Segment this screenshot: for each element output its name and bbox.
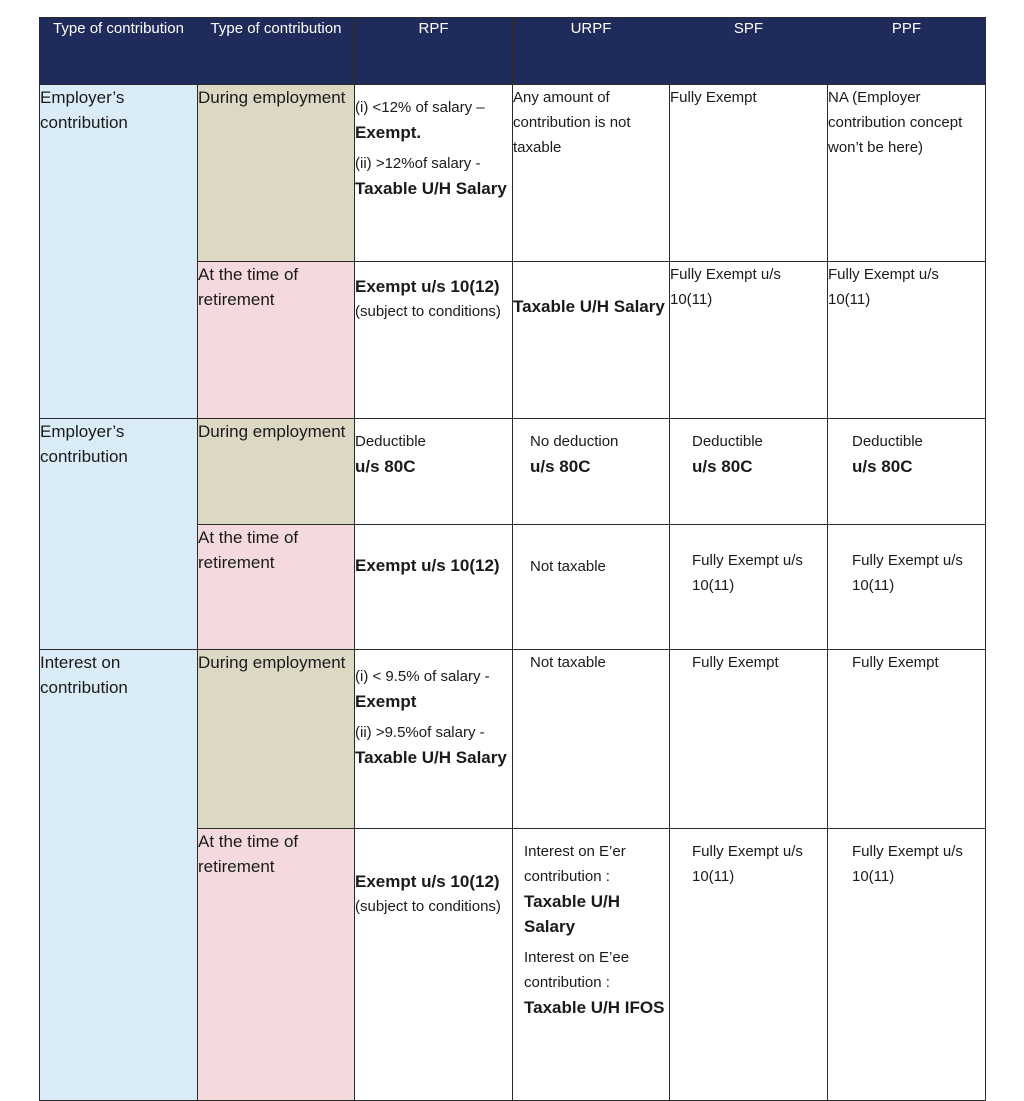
cell-ppf: NA (Employer contribution concept won’t be here) <box>828 85 986 262</box>
header-ppf: PPF <box>828 18 986 85</box>
cell-text: (ii) >12%of salary - <box>355 155 481 172</box>
cell-bold: u/s 80C <box>692 457 753 476</box>
cell-text: Deductible <box>355 433 426 450</box>
cell-urpf: Not taxable <box>513 650 670 829</box>
cell-urpf: Any amount of contribution is not taxable <box>513 85 670 262</box>
cell-rpf <box>355 829 513 1101</box>
table-row <box>40 419 986 525</box>
cell-bold: Taxable U/H Salary <box>355 748 507 767</box>
header-rpf: RPF <box>355 18 513 85</box>
cell-bold: Exempt u/s 10(12) <box>355 277 500 296</box>
cell-ppf <box>828 419 986 525</box>
cell-text: (ii) >9.5%of salary - <box>355 724 485 741</box>
cell-spf: Fully Exempt u/s 10(11) <box>670 262 828 419</box>
cell-rpf <box>355 85 513 262</box>
cell-text: (i) < 9.5% of salary - <box>355 668 490 685</box>
header-spf: SPF <box>670 18 828 85</box>
cell-rpf <box>355 650 513 829</box>
cell-rpf <box>355 419 513 525</box>
header-urpf: URPF <box>513 18 670 85</box>
cell-rpf <box>355 525 513 650</box>
cell-bold: Exempt u/s 10(12) <box>355 556 500 575</box>
cell-ppf: Fully Exempt u/s 10(11) <box>828 525 986 650</box>
cell-bold: Taxable U/H Salary <box>355 179 507 198</box>
cell-bold: Taxable U/H Salary <box>513 297 665 316</box>
cell-text: (subject to conditions) <box>355 898 501 915</box>
group-interest-on-contribution: Interest on contribution <box>40 650 198 1101</box>
table-row <box>40 650 986 829</box>
cell-bold: u/s 80C <box>530 457 591 476</box>
cell-bold: u/s 80C <box>852 457 913 476</box>
cell-bold: u/s 80C <box>355 457 416 476</box>
cell-urpf: Not taxable <box>513 525 670 650</box>
header-row <box>40 18 986 85</box>
sub-at-retirement: At the time of retirement <box>198 262 355 419</box>
cell-urpf <box>513 829 670 1101</box>
cell-text: Interest on E’ee contribution : <box>524 949 630 991</box>
cell-bold: Exempt. <box>355 123 422 142</box>
cell-bold: Exempt u/s 10(12) <box>355 872 500 891</box>
cell-urpf <box>513 419 670 525</box>
header-type-1: Type of contribution <box>40 18 198 85</box>
cell-urpf <box>513 262 670 419</box>
sub-during-employment: During employment <box>198 85 355 262</box>
cell-text: (subject to conditions) <box>355 303 501 320</box>
cell-spf: Fully Exempt u/s 10(11) <box>670 525 828 650</box>
cell-text: Deductible <box>692 433 763 450</box>
cell-spf <box>670 419 828 525</box>
group-employer-contribution-2: Employer’s contribution <box>40 419 198 650</box>
cell-text: Deductible <box>852 433 923 450</box>
cell-ppf: Fully Exempt u/s 10(11) <box>828 829 986 1101</box>
cell-ppf: Fully Exempt <box>828 650 986 829</box>
sub-during-employment: During employment <box>198 650 355 829</box>
cell-text: No deduction <box>530 433 619 450</box>
cell-bold: Taxable U/H IFOS <box>524 998 665 1017</box>
cell-ppf: Fully Exempt u/s 10(11) <box>828 262 986 419</box>
pf-comparison-table <box>39 17 986 1101</box>
sub-during-employment: During employment <box>198 419 355 525</box>
cell-spf: Fully Exempt <box>670 85 828 262</box>
sub-at-retirement: At the time of retirement <box>198 525 355 650</box>
cell-text: (i) <12% of salary – <box>355 99 485 116</box>
cell-spf: Fully Exempt u/s 10(11) <box>670 829 828 1101</box>
cell-bold: Taxable U/H Salary <box>524 892 621 936</box>
cell-text: Interest on E’er contribution : <box>524 843 626 885</box>
header-type-2: Type of contribution <box>198 18 355 85</box>
cell-rpf <box>355 262 513 419</box>
cell-spf: Fully Exempt <box>670 650 828 829</box>
cell-bold: Exempt <box>355 692 417 711</box>
table-row <box>40 85 986 262</box>
group-employer-contribution-1: Employer’s contribution <box>40 85 198 419</box>
sub-at-retirement: At the time of retirement <box>198 829 355 1101</box>
